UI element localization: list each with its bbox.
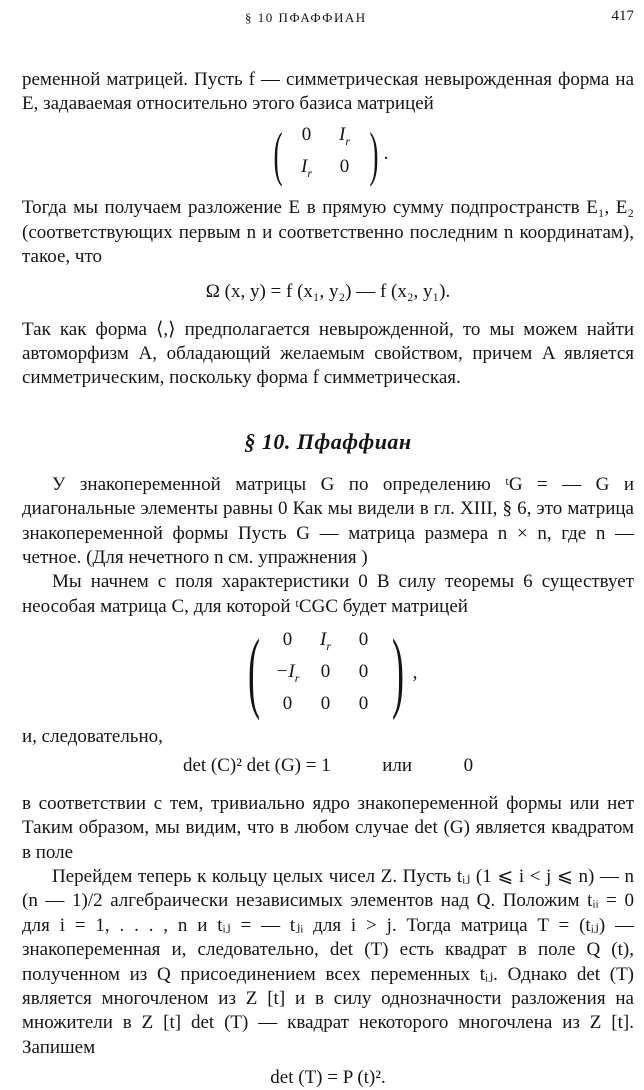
matrix-cell: 0: [358, 661, 369, 683]
running-head: [0, 8, 644, 32]
paragraph-alternating-matrix: У знакопеременной матрицы G по определению ᵗG = — G и диагональные элементы равны 0 Как мы видели в гл. XIII, § 6, это матрица знакопеременной формы Пусть G — матрица размера n × n, где n — четное. (Для нечетного n см. упражнения ): [22, 473, 634, 569]
block-matrix-0-I-I-0: [22, 120, 634, 187]
section-heading: § 10. Пфаффиан: [244, 428, 412, 454]
matrix-cell: $I_r$: [339, 123, 350, 148]
matrix-cell: 0: [358, 629, 369, 651]
paragraph-symmetric-form: ременной матрицей. Пусть f — симметрическая невырожденная форма на E, задаваемая относительно этого базиса матрицей: [22, 69, 634, 115]
paragraph-kernel: в соответствии с тем, тривиально ядро знакопеременной формы или нет Таким образом, мы видим, что в любом случае det (G) является квадратом в поле: [22, 792, 634, 863]
block-matrix-3x3: [22, 622, 634, 722]
paragraph-decomposition: Тогда мы получаем разложение E в прямую сумму подпространств E₁, E₂ (соответствующих первым n и соответственно последним n координатам), такое, что: [22, 197, 634, 268]
paragraph-characteristic-zero: Мы начнем с поля характеристики 0 В силу теоремы 6 существует неособая матрица C, для которой ᵗCGC будет матрицей: [22, 571, 634, 617]
equation-omega: Ω (x, y) = f (x₁, y₂) — f (x₂, y₁).: [205, 280, 451, 302]
matrix-cell: 0: [282, 693, 293, 715]
matrix-cell: $-I_r$: [275, 661, 300, 686]
left-paren: (: [247, 622, 260, 722]
paragraph-consequently: и, следовательно,: [22, 726, 163, 748]
page-number: 417: [611, 8, 634, 24]
matrix-cell: $I_r$: [320, 629, 331, 654]
matrix-cell: 0: [282, 629, 293, 651]
matrix-cell: 0: [358, 693, 369, 715]
matrix-grid: [288, 123, 364, 185]
equation-pfaffian-square: det (T) = P (t)².: [270, 1067, 386, 1089]
equation-det-or: или: [382, 754, 413, 776]
matrix-cell: 0: [301, 123, 312, 145]
equation-det-left: det (C)² det (G) = 1: [182, 754, 331, 776]
paragraph-integers: Перейдем теперь к кольцу целых чисел Z. Пусть tᵢⱼ (1 ⩽ i < j ⩽ n) — n (n — 1)/2 алгебраически независимых элементов над Q. Положим tᵢᵢ = 0 для i = 1, . . . , n и tᵢⱼ = — tⱼᵢ для i > j. Тогда матрица T = (tᵢⱼ) — знакопеременная и, следовательно, det (T) есть квадрат в поле Q (t), полученном из Q присоединением всех переменных tᵢⱼ. Однако det (T) является многочленом из Z [t] и в силу однозначности разложения на множители в Z [t] det (T) — квадрат некоторого многочлена из Z [t]. Запишем: [22, 865, 634, 1058]
matrix-cell: 0: [320, 661, 331, 683]
right-paren: ): [368, 120, 378, 187]
left-paren: (: [273, 120, 283, 187]
matrix-trailing-punct: .: [383, 142, 389, 165]
equation-det-right: 0: [463, 754, 474, 776]
matrix-cell: 0: [339, 155, 350, 177]
matrix-grid: [269, 628, 383, 716]
matrix-cell: 0: [320, 693, 331, 715]
matrix-trailing-punct: ,: [412, 660, 418, 683]
paragraph-automorphism: Так как форма ⟨,⟩ предполагается невырожденной, то мы можем найти автоморфизм A, обладающий желаемым свойством, причем A является симметрическим, поскольку форма f симметрическая.: [22, 318, 634, 389]
matrix-cell: $I_r$: [301, 155, 312, 180]
equation-det: [22, 754, 634, 778]
running-head-title: § 10 ПФАФФИАН: [245, 10, 367, 25]
page-content: [22, 68, 634, 1090]
right-paren: ): [391, 622, 404, 722]
